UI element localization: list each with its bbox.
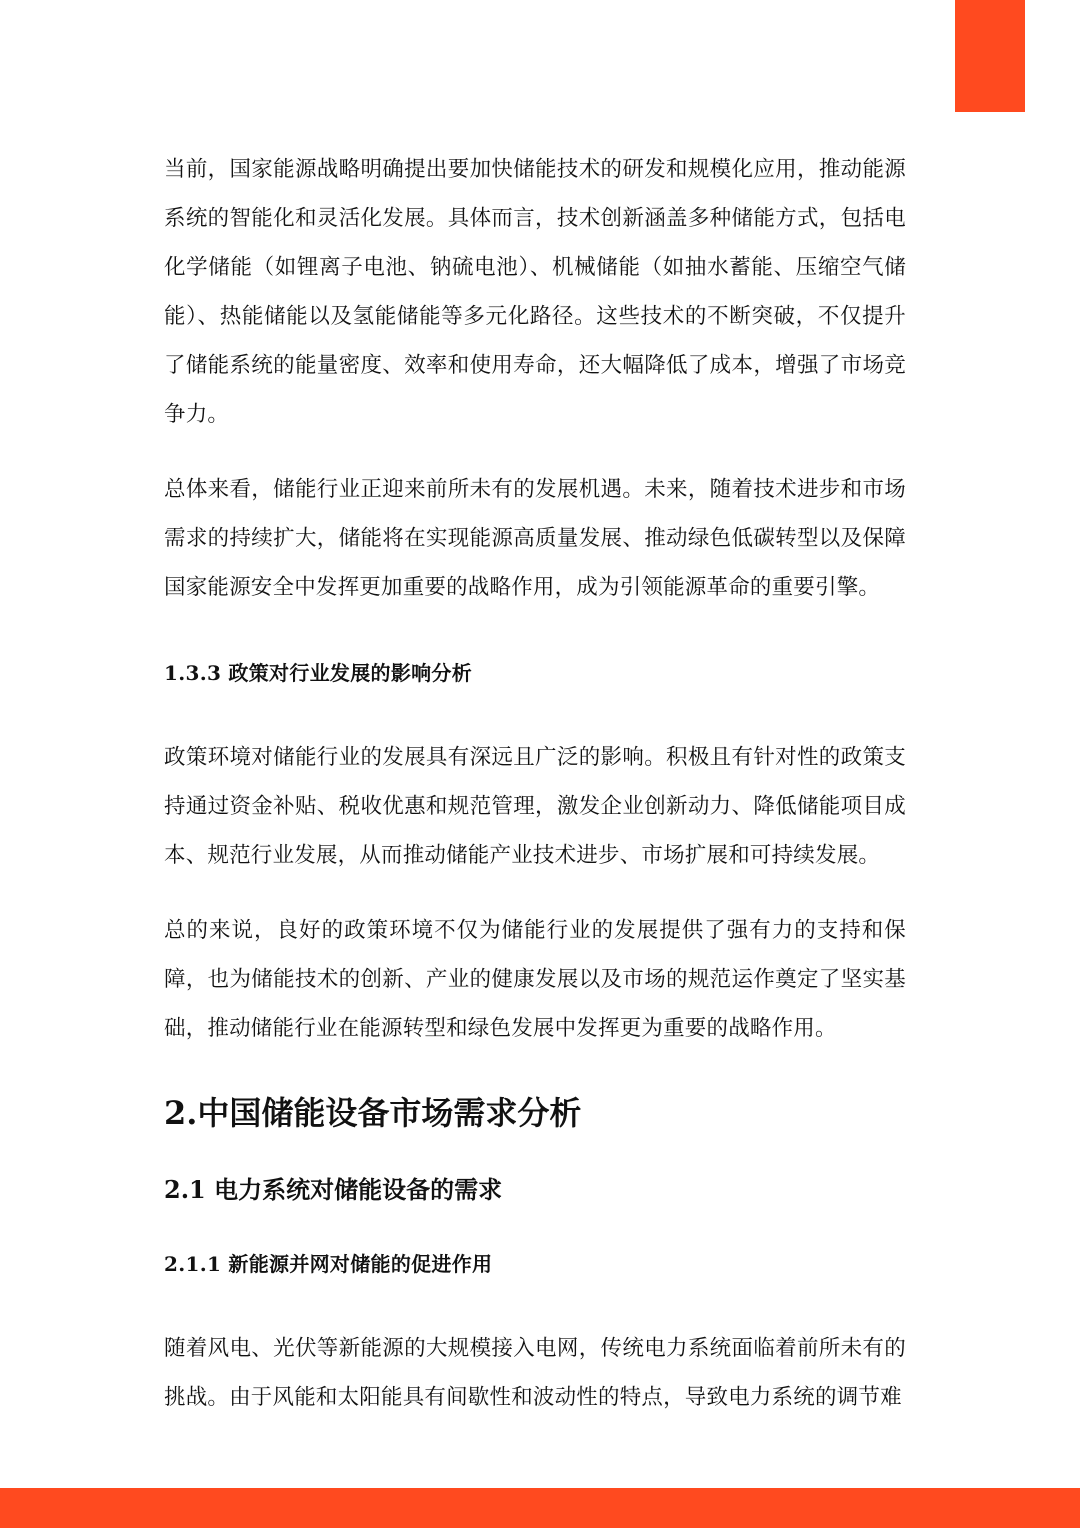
page-content bbox=[164, 145, 906, 1422]
paragraph-policy-impact: 政策环境对储能行业的发展具有深远且广泛的影响。积极且有针对性的政策支持通过资金补贴、税收优惠和规范管理，激发企业创新动力、降低储能项目成本、规范行业发展，从而推动储能产业技术进步、市场扩展和可持续发展。 bbox=[164, 745, 906, 868]
heading-1-3-3: 1.3.3 政策对行业发展的影响分析 bbox=[164, 661, 473, 685]
corner-accent-tab bbox=[955, 0, 1025, 112]
paragraph-industry-outlook: 总体来看，储能行业正迎来前所未有的发展机遇。未来，随着技术进步和市场需求的持续扩大，储能将在实现能源高质量发展、推动绿色低碳转型以及保障国家能源安全中发挥更加重要的战略作用，成为引领能源革命的重要引擎。 bbox=[164, 477, 906, 600]
paragraph-renewable-grid: 随着风电、光伏等新能源的大规模接入电网，传统电力系统面临着前所未有的挑战。由于风能和太阳能具有间歇性和波动性的特点，导致电力系统的调节难 bbox=[164, 1336, 906, 1410]
paragraph-policy-summary: 总的来说，良好的政策环境不仅为储能行业的发展提供了强有力的支持和保障，也为储能技术的创新、产业的健康发展以及市场的规范运作奠定了坚实基础，推动储能行业在能源转型和绿色发展中发挥更为重要的战略作用。 bbox=[164, 918, 906, 1041]
heading-2-1-1: 2.1.1 新能源并网对储能的促进作用 bbox=[164, 1252, 493, 1276]
heading-2-1: 2.1 电力系统对储能设备的需求 bbox=[164, 1175, 503, 1204]
heading-chapter-2: 2.中国储能设备市场需求分析 bbox=[164, 1094, 582, 1132]
footer-accent-bar bbox=[0, 1488, 1080, 1528]
paragraph-energy-strategy: 当前，国家能源战略明确提出要加快储能技术的研发和规模化应用，推动能源系统的智能化和灵活化发展。具体而言，技术创新涵盖多种储能方式，包括电化学储能（如锂离子电池、钠硫电池）、机械储能（如抽水蓄能、压缩空气储能）、热能储能以及氢能储能等多元化路径。这些技术的不断突破，不仅提升了储能系统的能量密度、效率和使用寿命，还大幅降低了成本，增强了市场竞争力。 bbox=[164, 157, 906, 427]
